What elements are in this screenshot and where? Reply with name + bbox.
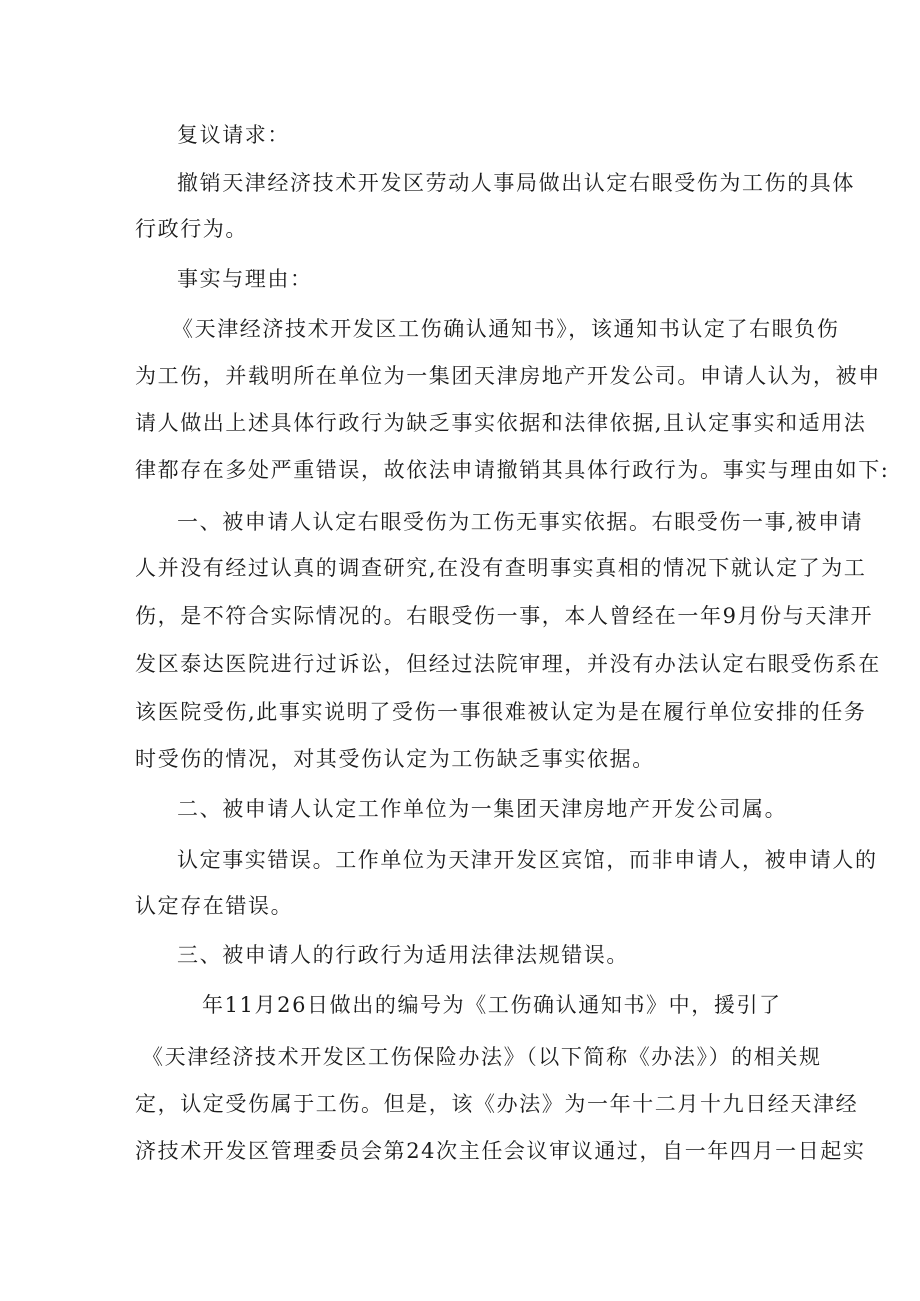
paragraph-line: 撤销天津经济技术开发区劳动人事局做出认定右眼受伤为工伤的具体 bbox=[177, 171, 855, 195]
heading-review-request: 复议请求： bbox=[177, 123, 290, 147]
paragraph-line: 《天津经济技术开发区工伤保险办法》（以下简称《办法》）的相关规 bbox=[142, 1045, 822, 1069]
paragraph-line: 伤，是不符合实际情况的。右眼受伤一事，本人曾经在一年9月份与天津开 bbox=[135, 604, 874, 628]
paragraph-line: 年11月26日做出的编号为《工伤确认通知书》中，援引了 bbox=[202, 993, 782, 1017]
paragraph-line: 一、被申请人认定右眼受伤为工伤无事实依据。右眼受伤一事,被申请 bbox=[177, 510, 864, 534]
paragraph-line: 请人做出上述具体行政行为缺乏事实依据和法律依据,且认定事实和适用法 bbox=[135, 411, 867, 435]
paragraph-line: 人并没有经过认真的调查研究,在没有查明事实真相的情况下就认定了为工 bbox=[135, 556, 867, 580]
paragraph-line: 认定事实错误。工作单位为天津开发区宾馆，而非申请人，被申请人的 bbox=[177, 848, 878, 872]
paragraph-line: 济技术开发区管理委员会第24次主任会议审议通过，自一年四月一日起实 bbox=[135, 1139, 866, 1163]
paragraph-line: 律都存在多处严重错误，故依法申请撤销其具体行政行为。事实与理由如下: bbox=[135, 458, 890, 482]
paragraph-line: 二、被申请人认定工作单位为一集团天津房地产开发公司属。 bbox=[177, 797, 788, 821]
paragraph-line: 该医院受伤,此事实说明了受伤一事很难被认定为是在履行单位安排的任务 bbox=[135, 700, 867, 724]
paragraph-line: 《天津经济技术开发区工伤确认通知书》，该通知书认定了右眼负伤 bbox=[172, 317, 840, 341]
paragraph-line: 定，认定受伤属于工伤。但是，该《办法》为一年十二月十九日经天津经 bbox=[135, 1092, 859, 1116]
paragraph-line: 行政行为。 bbox=[135, 217, 248, 241]
paragraph-line: 时受伤的情况，对其受伤认定为工伤缺乏事实依据。 bbox=[135, 747, 655, 771]
heading-facts-reasons: 事实与理由： bbox=[177, 267, 313, 291]
paragraph-line: 三、被申请人的行政行为适用法律法规错误。 bbox=[177, 943, 629, 967]
paragraph-line: 发区泰达医院进行过诉讼，但经过法院审理，并没有办法认定右眼受伤系在 bbox=[135, 652, 881, 676]
paragraph-line: 为工伤，并载明所在单位为一集团天津房地产开发公司。申请人认为，被申 bbox=[135, 364, 881, 388]
paragraph-line: 认定存在错误。 bbox=[135, 894, 294, 918]
